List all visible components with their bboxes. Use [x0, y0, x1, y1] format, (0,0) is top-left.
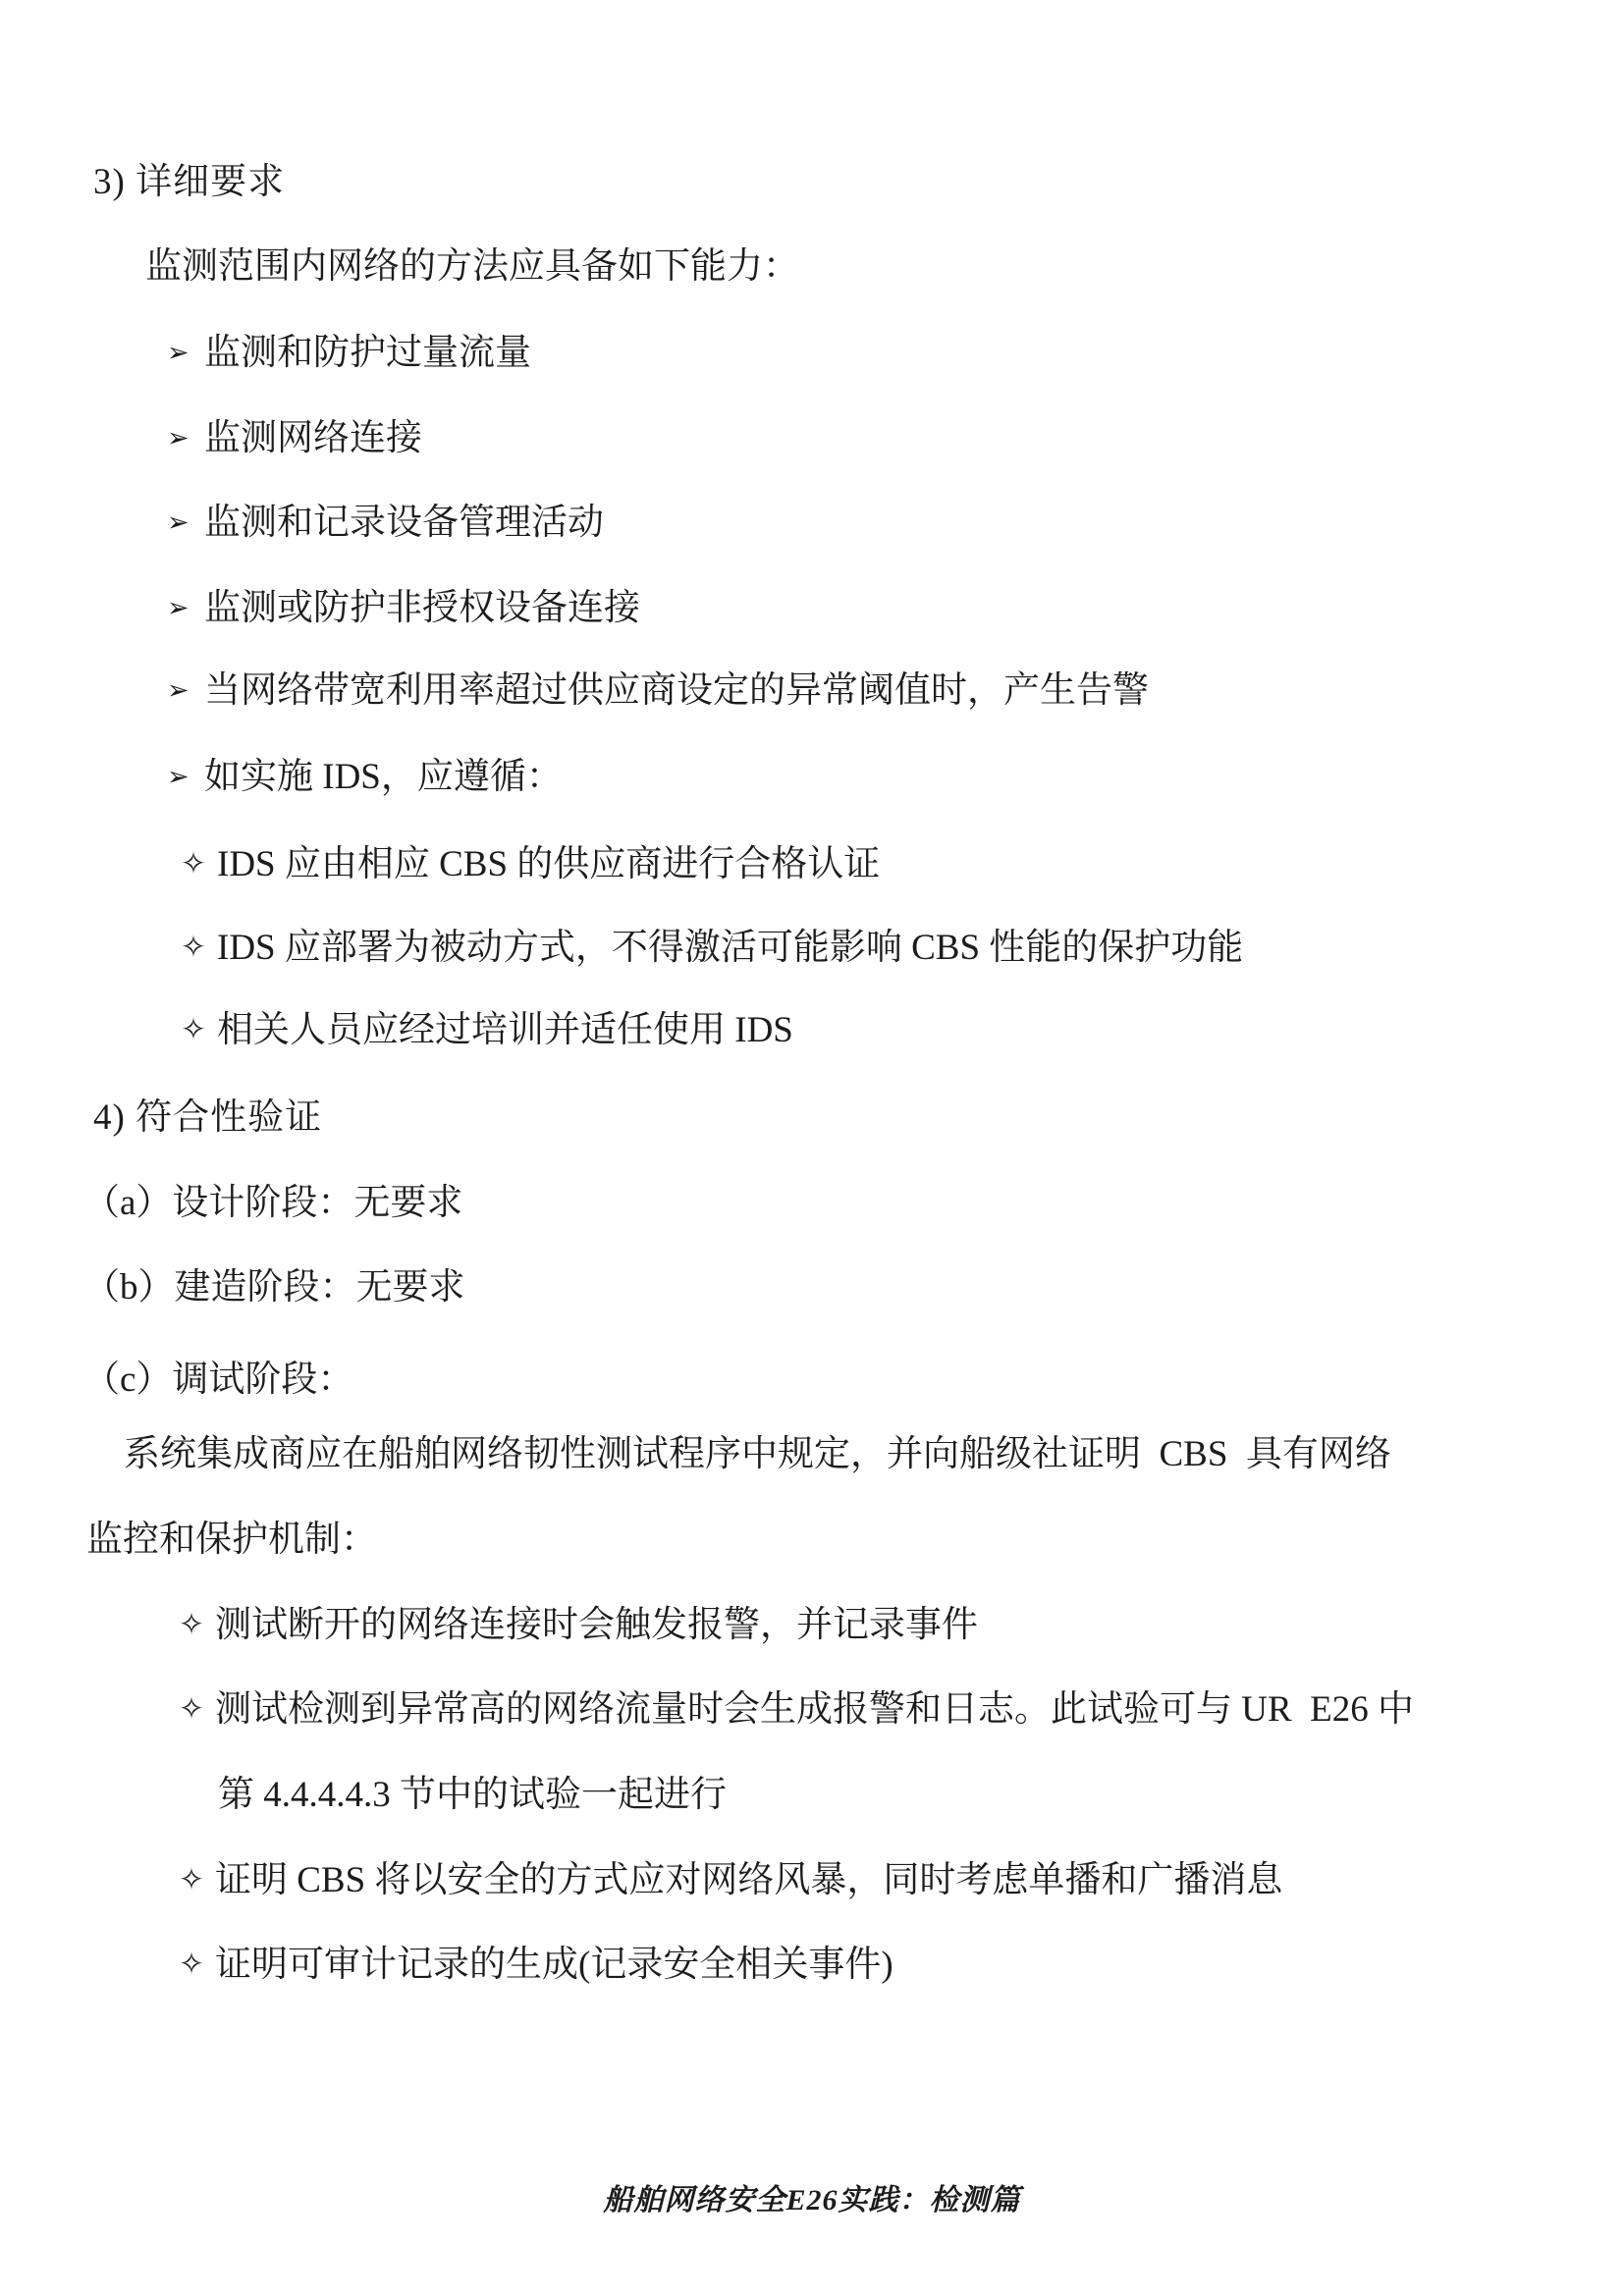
arrow-bullet-icon: ➢: [167, 338, 189, 368]
arrow-list-item: [167, 585, 640, 632]
arrow-list-item: [167, 667, 1149, 715]
diamond-item-text: 证明 CBS 将以安全的方式应对网络风暴，同时考虑单播和广播消息: [215, 1860, 1283, 1900]
phase-c-line: （c）调试阶段：: [83, 1360, 354, 1400]
diamond-item-text: 测试检测到异常高的网络流量时会生成报警和日志。此试验可与 UR E26 中: [215, 1689, 1414, 1730]
footer-title: 船舶网络安全E26实践：检测篇: [603, 2184, 1021, 2216]
arrow-list-item: [167, 415, 422, 462]
diamond-bullet-icon: ✧: [181, 846, 206, 881]
diamond-item-text: IDS 应由相应 CBS 的供应商进行合格认证: [217, 844, 881, 884]
diamond-list-item: [179, 1602, 978, 1649]
arrow-item-text: 监测和记录设备管理活动: [204, 503, 604, 543]
arrow-bullet-icon: ➢: [167, 762, 189, 792]
diamond-bullet-icon: ✧: [179, 1607, 204, 1642]
diamond-bullet-icon: ✧: [179, 1691, 204, 1727]
diamond-list-item: [179, 1686, 1414, 1734]
arrow-item-text: 如实施 IDS，应遵循：: [204, 757, 563, 797]
diamond-list-item: [181, 1007, 793, 1054]
arrow-list-item: [167, 754, 563, 801]
diamond-list-item: [181, 841, 880, 888]
diamond-item-text: 相关人员应经过培训并适任使用 IDS: [217, 1010, 793, 1050]
diamond-list-item: [179, 1857, 1282, 1904]
arrow-item-text: 监测或防护非授权设备连接: [204, 588, 640, 628]
phase-a-line: （a）设计阶段：无要求: [83, 1183, 463, 1223]
diamond-bullet-icon: ✧: [181, 930, 206, 965]
arrow-item-text: 当网络带宽利用率超过供应商设定的异常阈值时，产生告警: [204, 670, 1149, 711]
arrow-bullet-icon: ➢: [167, 675, 189, 706]
diamond-bullet-icon: ✧: [179, 1947, 204, 1982]
diamond-item-text: 测试断开的网络连接时会触发报警，并记录事件: [215, 1605, 978, 1645]
arrow-bullet-icon: ➢: [167, 593, 189, 623]
arrow-list-item: [167, 500, 604, 547]
diamond-bullet-icon: ✧: [179, 1862, 204, 1897]
arrow-bullet-icon: ➢: [167, 507, 189, 538]
arrow-item-text: 监测和防护过量流量: [204, 333, 531, 373]
paragraph-line-2: 监控和保护机制：: [86, 1520, 377, 1560]
diamond-list-item: [181, 925, 1243, 972]
diamond-item-text: IDS 应部署为被动方式，不得激活可能影响 CBS 性能的保护功能: [217, 928, 1244, 968]
diamond-item-continuation: 第 4.4.4.4.3 节中的试验一起进行: [218, 1775, 727, 1815]
diamond-item-text: 证明可审计记录的生成(记录安全相关事件): [215, 1945, 893, 1985]
section-4-heading: 4) 符合性验证: [93, 1097, 323, 1138]
section-3-intro: 监测范围内网络的方法应具备如下能力：: [145, 246, 799, 287]
arrow-item-text: 监测网络连接: [204, 418, 422, 458]
diamond-bullet-icon: ✧: [181, 1012, 206, 1047]
paragraph-line-1: 系统集成商应在船舶网络韧性测试程序中规定，并向船级社证明 CBS 具有网络: [124, 1434, 1391, 1474]
phase-b-line: （b）建造阶段：无要求: [83, 1267, 465, 1308]
section-3-heading: 3) 详细要求: [93, 162, 286, 202]
arrow-bullet-icon: ➢: [167, 423, 189, 454]
arrow-list-item: [167, 330, 531, 377]
diamond-list-item: [179, 1942, 893, 1989]
